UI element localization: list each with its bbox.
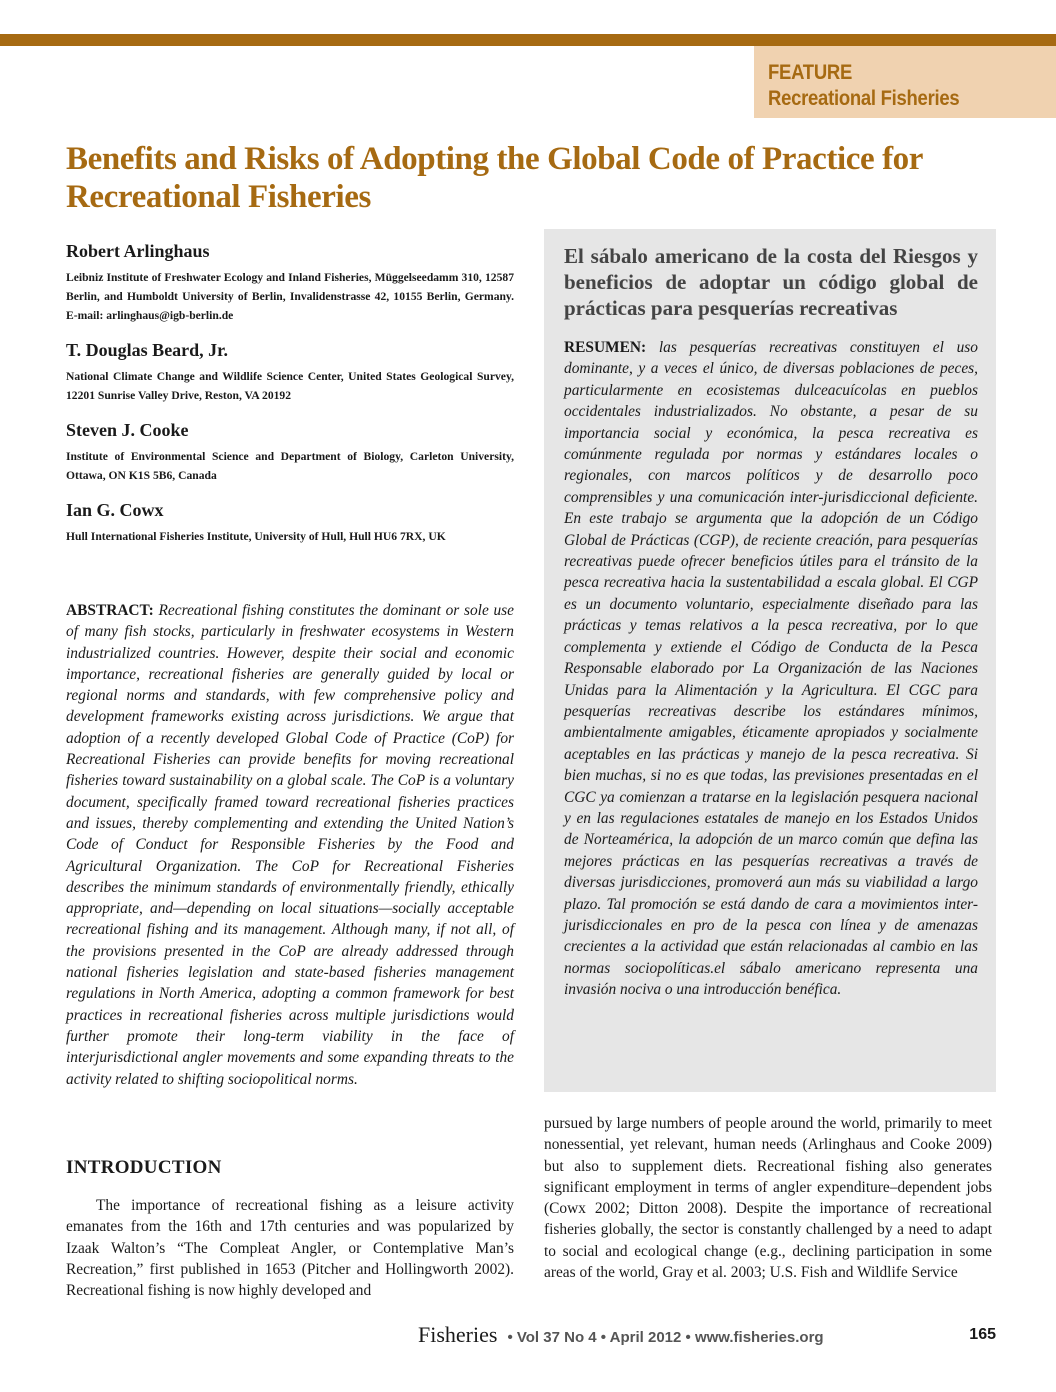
- author-list: [66, 238, 514, 558]
- page-footer: [418, 1322, 996, 1352]
- header-rule: [0, 34, 1056, 46]
- abstract: [66, 600, 514, 1090]
- author-affiliation: Hull International Fisheries Institute, University of Hull, Hull HU6 7RX, UK: [66, 530, 446, 543]
- spanish-abstract-box: [544, 229, 996, 1092]
- author-affiliation: Institute of Environmental Science and Department of Biology, Carleton University, Ottawa, ON K1S 5B6, Canada: [66, 450, 514, 482]
- author-name: T. Douglas Beard, Jr.: [66, 340, 229, 360]
- author-name: Robert Arlinghaus: [66, 241, 210, 261]
- author-block: [66, 497, 514, 546]
- author-name: Steven J. Cooke: [66, 420, 189, 440]
- author-block: [66, 238, 514, 325]
- issue-info: • Vol 37 No 4 • April 2012 • www.fisheries.org: [507, 1329, 824, 1346]
- resumen-label: RESUMEN:: [564, 339, 647, 356]
- author-name: Ian G. Cowx: [66, 500, 164, 520]
- abstract-text: Recreational fishing constitutes the dominant or sole use of many fish stocks, particularly in freshwater ecosystems in Western industrialized countries. However, despite their social and economic importance, recreational fisheries are generally guided by local or regional norms and standards, with few comprehensive policy and development frameworks existing across jurisdictions. We argue that adoption of a recently developed Global Code of Practice (CoP) for Recreational Fisheries can provide benefits for moving recreational fisheries toward sustainability on a global scale. The CoP is a voluntary document, specifically framed toward recreational fisheries practices and issues, thereby complementing and extending the United Nation’s Code of Conduct for Responsible Fisheries by the Food and Agricultural Organization. The CoP for Recreational Fisheries describes the minimum standards of environmentally friendly, ethically appropriate, and—depending on local situations—socially acceptable recreational fishing and its management. Although many, if not all, of the provisions presented in the CoP are already addressed through national fisheries legislation and state-based fisheries management regulations in North America, adopting a common framework for best practices in recreational fisheries across multiple jurisdictions would further promote their long-term viability in the face of interjurisdictional angler movements and some expanding threats to the activity related to shifting sociopolitical norms.: [66, 602, 514, 1088]
- article-title: Benefits and Risks of Adopting the Global Code of Practice for Recreational Fisheries: [66, 141, 923, 215]
- feature-label: FEATURE: [768, 61, 853, 84]
- author-affiliation: National Climate Change and Wildlife Science Center, United States Geological Survey, 12201 Sunrise Valley Drive, Reston, VA 20192: [66, 370, 514, 402]
- spanish-title: El sábalo americano de la costa del Riesgos y beneficios de adoptar un código global de prácticas para pesquerías recreativas: [564, 244, 978, 320]
- author-block: [66, 337, 514, 405]
- introduction-paragraph-continued: pursued by large numbers of people around the world, primarily to meet nonessential, yet relevant, human needs (Arlinghaus and Cooke 2009) but also to supplement diets. Recreational fishing also generates significant employment in terms of angler expenditure–dependent jobs (Cowx 2002; Ditton 2008). Despite the importance of recreational fisheries globally, the sector is constantly challenged by a need to adapt to social and ecological change (e.g., declining participation in some areas of the world, Gray et al. 2003; U.S. Fish and Wildlife Service: [544, 1115, 992, 1282]
- journal-name: Fisheries: [418, 1322, 498, 1347]
- introduction-heading: INTRODUCTION: [66, 1157, 222, 1178]
- section-label: Recreational Fisheries: [768, 87, 960, 110]
- page-number: 165: [969, 1326, 996, 1343]
- introduction-paragraph: The importance of recreational fishing as a leisure activity emanates from the 16th and 17th centuries and was popularized by Izaak Walton’s “The Compleat Angler, or Contemplative Man’s Recreation,” first published in 1653 (Pitcher and Hollingworth 2002). Recreational fishing is now highly developed and: [66, 1197, 514, 1300]
- author-block: [66, 417, 514, 485]
- resumen: [564, 337, 978, 1001]
- author-affiliation: Leibniz Institute of Freshwater Ecology and Inland Fisheries, Müggelseedamm 310, 12587 Berlin, and Humboldt University of Berlin, Invalidenstrasse 42, 10155 Berlin, Germany. E-mail: arlinghaus@igb-berlin.de: [66, 271, 514, 322]
- feature-tag: [754, 46, 1056, 118]
- resumen-text: las pesquerías recreativas constituyen el uso dominante, y a veces el único, de diversas poblaciones de peces, particularmente en ecosistemas dulceacuícolas en pueblos occidentales industrializados. No obstante, a pesar de su importancia social y económica, la pesca recreativa es comúnmente regulada por normas y estándares locales o regionales, con marcos políticos y de desarrollo poco comprensibles y una comunicación inter-jurisdiccional deficiente. En este trabajo se argumenta que la adopción de un Código Global de Prácticas (CGP), de reciente creación, para pesquerías recreativas puede ofrecer beneficios útiles para el tránsito de la pesca recreativa hacia la sustentabilidad a escala global. El CGP es un documento voluntario, especialmente diseñado para las prácticas y temas relativos a la pesca recreativa, por lo que complementa y extiende el Código de Conducta de la Pesca Responsable elaborado por La Organización de las Naciones Unidas para la Alimentación y la Agricultura. El CGC para pesquerías recreativas describe los estándares mínimos, ambientalmente amigables, éticamente apropiados y socialmente aceptables en las prácticas y manejo de la pesca recreativa. Si bien muchas, si no es que todas, las previsiones presentadas en el CGC ya comienzan a tratarse en la legislación pesquera nacional y en las regulaciones estatales de manejo en los Estados Unidos de Norteamérica, la adopción de un marco común que defina las mejores prácticas en las pesquerías recreativas a través de diversas jurisdicciones, promoverá aun más su viabilidad a largo plazo. Tal promoción se está dando de cara a movimientos inter-jurisdiccionales en pro de la pesca con línea y de amenazas crecientes a la actividad que están relacionadas al cambio en las normas sociopolíticas.el sábalo americano representa una invasión nociva o una introducción benéfica.: [564, 339, 978, 999]
- abstract-label: ABSTRACT:: [66, 602, 154, 619]
